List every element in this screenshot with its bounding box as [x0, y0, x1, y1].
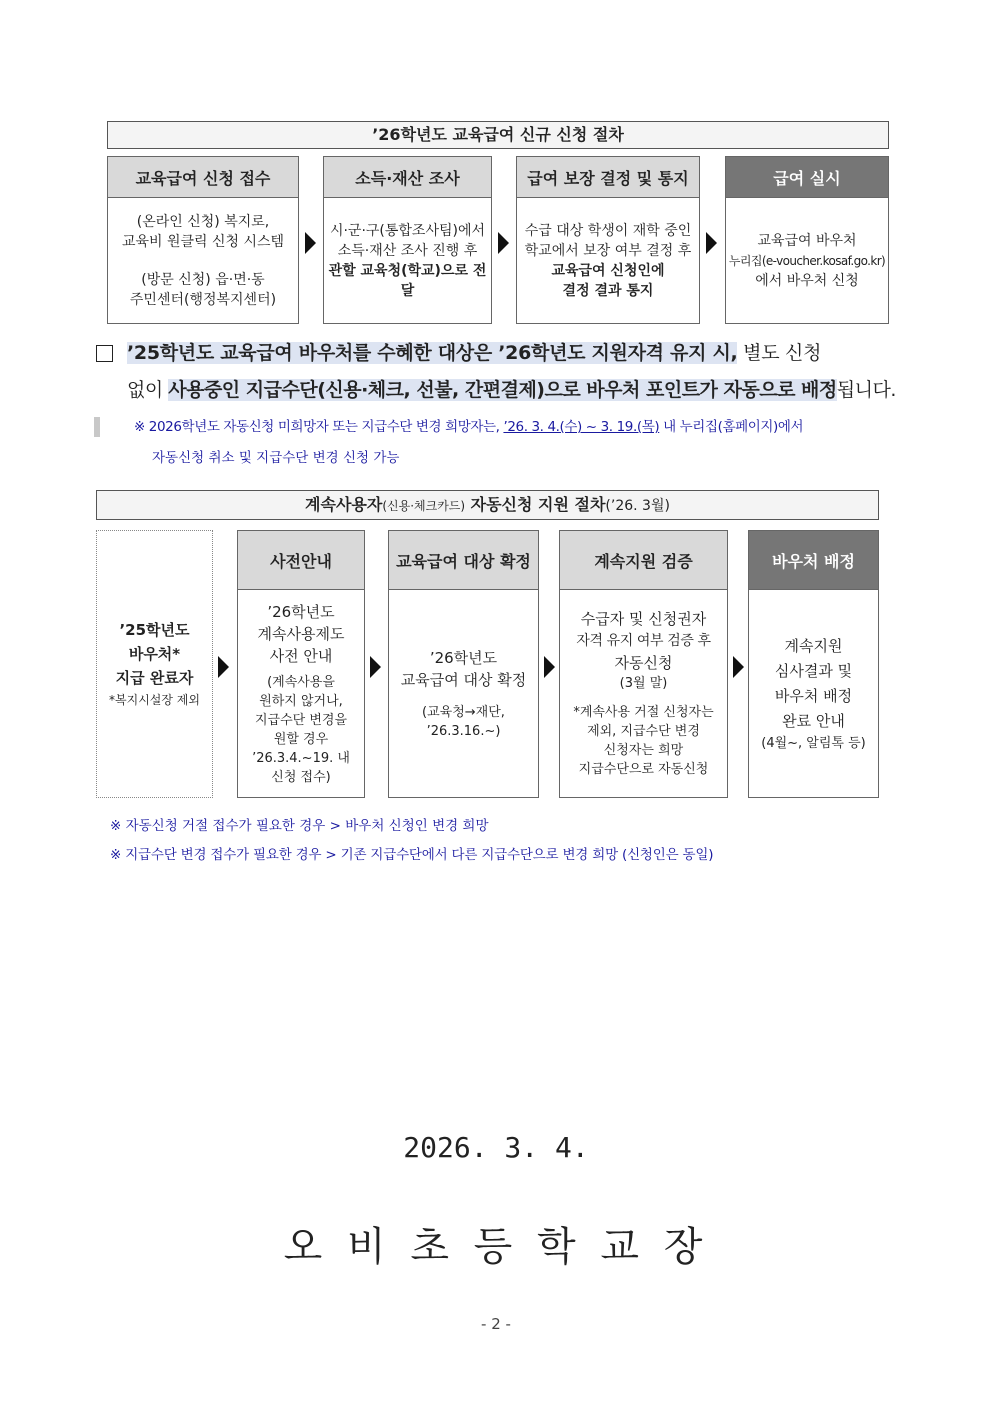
- procedure1-step1-body: (온라인 신청) 복지로, 교육비 원클릭 신청 시스템 (방문 신청) 읍·면·동 주민센터(행정복지센터): [107, 197, 299, 324]
- signature: 오 비 초 등 학 교 장: [283, 1224, 709, 1270]
- procedure2-title: 계속사용자(신용·체크카드) 자동신청 지원 절차(’26. 3월): [96, 490, 879, 520]
- notice-checkbox: [96, 345, 113, 362]
- procedure2-step3-header: 계속지원 검증: [559, 530, 728, 589]
- procedure1-step4-body: 교육급여 바우처 누리집(e-voucher.kosaf.go.kr) 에서 바우처 신청: [725, 197, 889, 324]
- arrow-icon: [305, 232, 316, 254]
- procedure2-step2-header: 교육급여 대상 확정: [388, 530, 539, 589]
- arrow-icon: [370, 656, 381, 678]
- procedure2-step4-body: 계속지원 심사결과 및 바우처 배정 완료 안내 (4월~, 알림톡 등): [748, 589, 879, 798]
- arrow-icon: [733, 656, 744, 678]
- notice-note-line2: 자동신청 취소 및 지급수단 변경 신청 가능: [152, 450, 400, 466]
- procedure1-step3-header: 급여 보장 결정 및 통지: [516, 156, 700, 197]
- note-marker: [94, 417, 100, 437]
- arrow-icon: [706, 232, 717, 254]
- procedure2-step1-header: 사전안내: [237, 530, 365, 589]
- procedure2-footnote-1: ※ 자동신청 거절 접수가 필요한 경우 > 바우처 신청인 변경 희망: [110, 818, 489, 834]
- procedure2-step1-body: ’26학년도 계속사용제도 사전 안내 (계속사용을 원하지 않거나, 지급수단 변경을 원할 경우 ’26.3.4.~19. 내 신청 접수): [237, 589, 365, 798]
- notice-highlight-2: 사용중인 지급수단(신용·체크, 선불, 간편결제)으로 바우처 포인트가 자동으로 배정: [168, 379, 837, 401]
- arrow-icon: [544, 656, 555, 678]
- arrow-icon: [498, 232, 509, 254]
- procedure1-title: ’26학년도 교육급여 신규 신청 절차: [107, 121, 889, 149]
- procedure1-step3-body: 수급 대상 학생이 재학 중인 학교에서 보장 여부 결정 후 교육급여 신청인에 결정 결과 통지: [516, 197, 700, 324]
- procedure2-footnote-2: ※ 지급수단 변경 접수가 필요한 경우 > 기존 지급수단에서 다른 지급수단으로 변경 희망 (신청인은 동일): [110, 847, 714, 863]
- arrow-icon: [218, 656, 229, 678]
- notice-highlight-1: ’25학년도 교육급여 바우처를 수혜한 대상은 ’26학년도 지원자격 유지 시,: [127, 342, 738, 364]
- notice-line1: ’25학년도 교육급여 바우처를 수혜한 대상은 ’26학년도 지원자격 유지 시, 별도 신청: [127, 342, 822, 364]
- procedure1-step2-body: 시·군·구(통합조사팀)에서 소득·재산 조사 진행 후 관할 교육청(학교)으로 전달: [323, 197, 492, 324]
- notice-note-line1: ※ 2026학년도 자동신청 미희망자 또는 지급수단 변경 희망자는, ’26. 3. 4.(수) ~ 3. 19.(목) 내 누리집(홈페이지)에서: [134, 419, 804, 435]
- procedure2-start-box: ’25학년도 바우처* 지급 완료자 *복지시설장 제외: [96, 530, 213, 798]
- page-number: - 2 -: [481, 1315, 511, 1333]
- procedure1-step2-header: 소득·재산 조사: [323, 156, 492, 197]
- document-date: 2026. 3. 4.: [403, 1131, 589, 1164]
- procedure2-step2-body: ’26학년도 교육급여 대상 확정 (교육청→재단, ’26.3.16.~): [388, 589, 539, 798]
- procedure1-step1-header: 교육급여 신청 접수: [107, 156, 299, 197]
- notice-line2: 없이 사용중인 지급수단(신용·체크, 선불, 간편결제)으로 바우처 포인트가 자동으로 배정됩니다.: [127, 379, 896, 401]
- procedure2-step3-body: 수급자 및 신청권자 자격 유지 여부 검증 후 자동신청 (3월 말) *계속사용 거절 신청자는 제외, 지급수단 변경 신청자는 희망 지급수단으로 자동신청: [559, 589, 728, 798]
- procedure1-step4-header: 급여 실시: [725, 156, 889, 197]
- procedure2-step4-header: 바우처 배정: [748, 530, 879, 589]
